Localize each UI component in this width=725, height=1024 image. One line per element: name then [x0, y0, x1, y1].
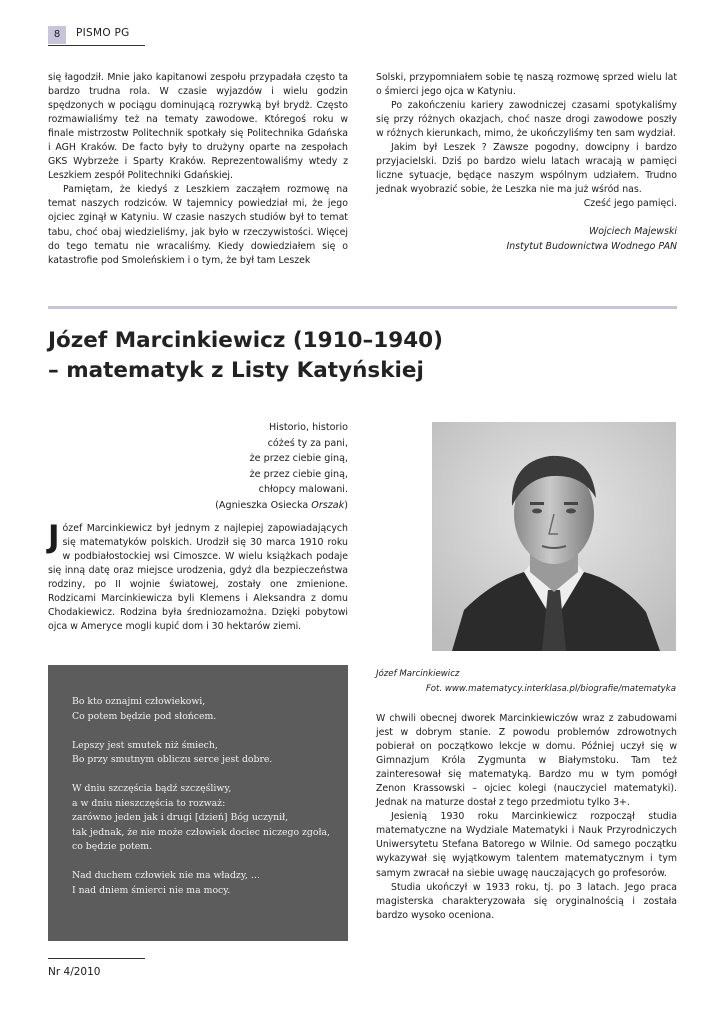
- epigraph-line: że przez ciebie giną,: [249, 453, 348, 464]
- poem-stanza: [72, 739, 342, 768]
- article-intro: [48, 519, 348, 634]
- poem-line: Bo kto oznajmi człowiekowi,: [72, 696, 206, 707]
- prev-article-right-column: [376, 71, 677, 254]
- poem-stanza: [72, 869, 342, 898]
- poem-line: Nad duchem człowiek nie ma władzy, …: [72, 870, 261, 881]
- paragraph: Jesienią 1930 roku Marcinkiewicz rozpoczął studia matematyczne na Wydziale Matematyki i Nauk Przyrodniczych Uniwersytetu Stefana Batorego w Wilnie. Od samego początku wykazywał się wyjątkowym talentem matematycznym i tym samym zwracał na siebie uwagę nauczających go profesorów.: [376, 811, 677, 879]
- closing-line: Cześć jego pamięci.: [583, 198, 677, 210]
- paragraph: Po zakończeniu kariery zawodniczej czasami spotykaliśmy się przy różnych okazjach, choć nasze drogi zawodowe poszły w różnych kierunkach, mimo, że ukończyliśmy ten sam wydział.: [376, 100, 677, 140]
- poem-line: I nad dniem śmierci nie ma mocy.: [72, 884, 231, 896]
- poem-line: zarówno jeden jak i drugi [dzień] Bóg uczynił,: [72, 812, 289, 823]
- epigraph-source-prefix: (Agnieszka Osiecka: [215, 499, 312, 511]
- photo-caption-source: Fot. www.matematycy.interklasa.pl/biografie/matematyka: [425, 684, 676, 694]
- portrait-photo: [432, 422, 676, 651]
- poem-stanza: [72, 782, 342, 855]
- article-body-right-column: [376, 712, 677, 923]
- photo-caption-name: Józef Marcinkiewicz: [376, 669, 460, 679]
- paragraph: Pamiętam, że kiedyś z Leszkiem zacząłem rozmowę na temat naszych rodziców. W tajemnicy powiedział mi, że jego ojciec zginął w Katyniu. W czasie naszych studiów był to temat tabu, choć obaj wiedzieliśmy, jak było w rzeczywistości. Więcej do tego tematu nie wracaliśmy. Kiedy dowiedziałem się o katastrofie pod Smoleńskiem i o tym, że był tam Leszek: [48, 184, 348, 266]
- poem-line: Lepszy jest smutek niż śmiech,: [72, 739, 218, 751]
- running-header-title: PISMO PG: [76, 27, 130, 39]
- epigraph-line: chłopcy malowani.: [258, 484, 348, 495]
- poem-line: co będzie potem.: [72, 841, 153, 852]
- intro-paragraph: [48, 519, 348, 634]
- epigraph-source-suffix: ): [344, 499, 348, 511]
- article-title: [48, 326, 468, 386]
- epigraph-source-title: Orszak: [311, 499, 345, 511]
- issue-number: Nr 4/2010: [48, 966, 101, 978]
- epigraph: [128, 420, 348, 513]
- prev-article-left-column: [48, 71, 348, 268]
- photo-caption: [376, 667, 676, 697]
- poem-stanza: [72, 695, 342, 724]
- epigraph-line: że przez ciebie giną,: [249, 468, 348, 480]
- epigraph-line: cóżeś ty za pani,: [267, 437, 348, 449]
- poem-line: a w dniu nieszczęścia to rozważ:: [72, 797, 226, 809]
- header-rule: [48, 45, 145, 46]
- article-title-line-2: – matematyk z Listy Katyńskiej: [48, 358, 424, 383]
- epigraph-line: Historio, historio: [269, 422, 348, 433]
- poem-line: W dniu szczęścia bądź szczęśliwy,: [72, 783, 232, 794]
- author-affiliation: Instytut Budownictwa Wodnego PAN: [506, 240, 677, 252]
- article-title-line-1: Józef Marcinkiewicz (1910–1940): [48, 328, 443, 353]
- paragraph: Solski, przypomniałem sobie tę naszą rozmowę sprzed wielu lat o śmierci jego ojca w Katyniu.: [376, 72, 677, 98]
- poem: [72, 695, 342, 913]
- section-divider: [48, 306, 677, 309]
- paragraph: się łagodził. Mnie jako kapitanowi zespołu przypadała często ta bardzo trudna rola. W czasie wyjazdów i wielu godzin spędzonych w pociągu dominującą rozrywką był brydż. Często rozmawialiśmy też na tematy zawodowe. Któregoś roku w finale mistrzostw Politechnik spotkały się Politechnika Gdańska i AGH Kraków. De facto były to drużyny oparte na zespołach GKS Wybrzeże i Sparty Kraków. Reprezentowaliśmy wtedy z Leszkiem zespół Politechniki Gdańskiej.: [48, 72, 348, 182]
- paragraph: Jakim był Leszek ? Zawsze pogodny, dowcipny i bardzo przyjacielski. Dziś po bardzo wielu latach wracają w pamięci liczne sytuacje, będące naszym wspólnym udziałem. Trudno jednak wyobrazić sobie, że Leszka nie ma już wśród nas.: [376, 142, 677, 196]
- intro-text: ózef Marcinkiewicz był jednym z najlepiej zapowiadających się matematyków polskich. Urodził się 30 marca 1910 roku w podbiałostockiej wsi Cimoszce. W wielu książkach podaje się inną datę oraz miejsce urodzenia, gdyż dla bezpieczeństwa rodziny, po II wojnie światowej, zostały one zmienione. Rodzicami Marcinkiewicza byli Klemens i Aleksandra z domu Chodakiewicz. Rodzina była średniozamożna. Dzięki pobytowi ojca w Ameryce mogli kupić dom i 30 hektarów ziemi.: [48, 523, 348, 633]
- paragraph: Studia ukończył w 1933 roku, tj. po 3 latach. Jego praca magisterska charakteryzowała się oryginalnością i została bardzo wysoko oceniona.: [376, 881, 677, 921]
- portrait-illustration: [432, 422, 676, 651]
- poem-line: Co potem będzie pod słońcem.: [72, 710, 217, 722]
- author-name: Wojciech Majewski: [588, 226, 677, 238]
- drop-cap: J: [48, 519, 60, 555]
- footer-rule: [48, 958, 145, 959]
- epigraph-source: [128, 498, 348, 514]
- page-number: 8: [48, 26, 66, 44]
- poem-line: tak jednak, że nie może człowiek dociec niczego zgoła,: [72, 826, 330, 838]
- paragraph: W chwili obecnej dworek Marcinkiewiczów wraz z zabudowami jest w dobrym stanie. Z powodu problemów zdrowotnych pobierał on początkowo lekcje w domu. Później uczył się w Gimnazjum Króla Zygmunta w Białymstoku. Tam też zainteresował się matematyką. Bardzo mu w tym pomógł Zenon Krassowski – ojciec kolegi (nauczyciel matematyki). Jednak na maturze dostał z tego przedmiotu tylko 3+.: [376, 713, 677, 809]
- poem-line: Bo przy smutnym obliczu serce jest dobre.: [72, 754, 273, 765]
